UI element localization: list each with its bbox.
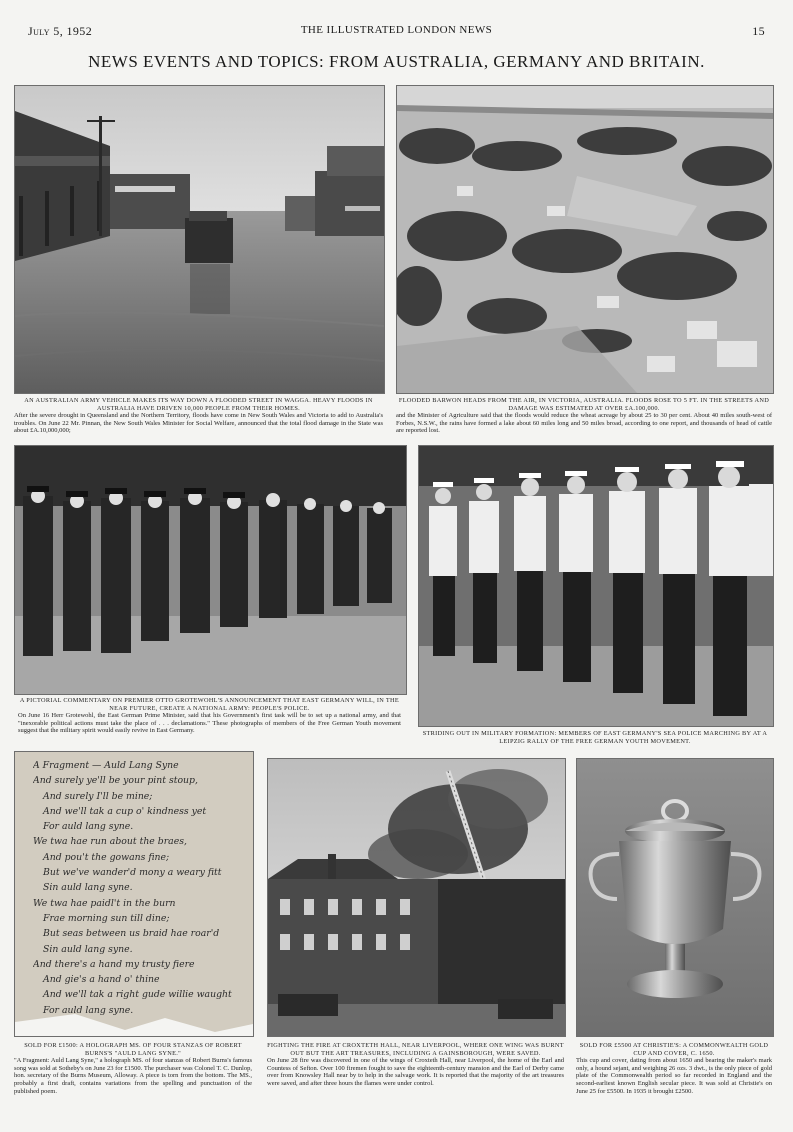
manuscript-line: For auld lang syne. — [43, 1004, 134, 1016]
page-headline: NEWS EVENTS AND TOPICS: FROM AUSTRALIA, GERMANY AND BRITAIN. — [88, 52, 705, 71]
photo-barwon-heads-aerial — [396, 85, 774, 394]
caption-gold-cup-body: This cup and cover, dating from about 1650 and bearing the maker's mark only, a hound sejant, and weighing 26 ozs. 3 dwt., is the only piece of gold plate of the Commonwealth period so far recorded in England and the second-earliest known English secular piece. It was sold at Christie's on June 25 for £5500. In 1935 it brought £2500. — [576, 1057, 772, 1095]
manuscript-line: Sin auld lang syne. — [43, 943, 133, 955]
caption-croxteth-body: On June 28 fire was discovered in one of the wings of Croxteth Hall, near Liverpool, the home of the Earl and Countess of Sefton. Over 100 firemen fought to save the eighteenth-century mansion and the Earl of Derby came over from Knowsley Hall near by to help in the salvage work. It is reported that the majority of the art treasures were saved, and after three hours the flames were under control. — [267, 1057, 564, 1087]
caption-peoples-police — [18, 697, 401, 735]
photo-sea-police-march — [418, 445, 774, 727]
manuscript-line: Sin auld lang syne. — [43, 882, 133, 894]
manuscript-line: We twa hae run about the braes, — [33, 836, 187, 848]
manuscript-line: And surely I'll be mine; — [43, 790, 153, 802]
manuscript-line: For auld lang syne. — [43, 821, 134, 833]
photo-commonwealth-gold-cup — [576, 758, 774, 1037]
caption-burns-heading: SOLD FOR £1500: A HOLOGRAPH MS. OF FOUR STANZAS OF ROBERT BURNS'S "AULD LANG SYNE." — [24, 1042, 242, 1057]
photo-peoples-police-march — [14, 445, 407, 695]
caption-croxteth — [267, 1042, 564, 1088]
caption-gold-cup-heading: SOLD FOR £5500 AT CHRISTIE'S: A COMMONWEALTH GOLD CUP AND COVER, C. 1650. — [579, 1042, 769, 1057]
caption-gold-cup — [576, 1042, 772, 1095]
manuscript-line: We twa hae paidl't in the burn — [33, 897, 176, 909]
caption-peoples-police-heading: A PICTORIAL COMMENTARY ON PREMIER OTTO GROTEWOHL'S ANNOUNCEMENT THAT EAST GERMANY WILL, IN THE NEAR FUTURE, CREATE A NATIONAL ARMY: PEOPLE'S POLICE. — [19, 697, 400, 712]
manuscript-line: But we've wander'd mony a weary fitt — [43, 867, 222, 879]
caption-sea-police — [418, 730, 772, 745]
caption-burns-body: "A Fragment: Auld Lang Syne," a holograph MS. of four stanzas of Robert Burns's famous song was sold at Sotheby's on June 23 for £1500. The purchaser was Colonel T. C. Dunlop, hon. secretary of the Burns Museum, Alloway. A piece is torn from the bottom. The MS., probably a first draft, contains variations from the spelling and punctuation of the published poem. — [14, 1057, 252, 1095]
issue-date: July 5, 1952 — [28, 24, 93, 38]
caption-barwon-body: and the Minister of Agriculture said that the floods would reduce the wheat acreage by about 25 to 30 per cent. About 40 miles south-west of Forbes, N.S.W., the rains have formed a lake about 60 miles long and 50 miles broad, according to one report, and thousands of head of cattle are reported lost. — [396, 412, 772, 435]
manuscript-line: And we'll tak a cup o' kindness yet — [43, 805, 207, 817]
manuscript-line: But seas between us braid hae roar'd — [43, 928, 220, 940]
running-head — [28, 24, 765, 40]
caption-sea-police-heading: STRIDING OUT IN MILITARY FORMATION: MEMBERS OF EAST GERMANY'S SEA POLICE MARCHING BY AT A LEIPZIG RALLY OF THE FREE GERMAN YOUTH MOVEMENT. — [422, 730, 768, 745]
manuscript-line: And there's a hand my trusty fiere — [33, 958, 195, 970]
caption-barwon — [396, 397, 772, 435]
manuscript-line: A Fragment — Auld Lang Syne — [33, 760, 179, 771]
photo-croxteth-hall-fire — [267, 758, 566, 1037]
caption-burns — [14, 1042, 252, 1095]
manuscript-line: Frae morning sun till dine; — [43, 912, 170, 924]
manuscript-line: And pou't the gowans fine; — [43, 851, 170, 863]
caption-wagga-body: After the severe drought in Queensland and the Northern Territory, floods have come in New South Wales and Victoria to add to Australia's troubles. On June 22 Mr. Pinnan, the New South Wales Minister for Social Welfare, announced that the total flood damage in the State was about £A.10,000,000; — [14, 412, 383, 435]
manuscript-line: And we'll tak a right gude willie waught — [43, 989, 232, 1001]
caption-barwon-heading: FLOODED BARWON HEADS FROM THE AIR, IN VICTORIA, AUSTRALIA. FLOODS ROSE TO 5 FT. IN THE STREETS AND DAMAGE WAS ESTIMATED AT OVER £A.100,000. — [398, 397, 770, 412]
page-number: 15 — [752, 24, 765, 38]
caption-wagga — [14, 397, 383, 435]
caption-croxteth-heading: FIGHTING THE FIRE AT CROXTETH HALL, NEAR LIVERPOOL, WHERE ONE WING WAS BURNT OUT BUT THE ART TREASURES, INCLUDING A GAINSBOROUGH, WERE SAVED. — [267, 1042, 564, 1057]
manuscript-line: And surely ye'll be your pint stoup, — [33, 775, 198, 787]
manuscript-line: And gie's a hand o' thine — [43, 974, 160, 986]
publication-title: THE ILLUSTRATED LONDON NEWS — [300, 24, 493, 36]
photo-wagga-flooded-street — [14, 85, 385, 394]
manuscript-text — [33, 758, 245, 1018]
caption-peoples-police-body: On June 16 Herr Grotewohl, the East German Prime Minister, said that his Government's first task will be to set up a national army, and that "inexorable political actions must take the place of . . . declamations." These photographs of members of the Free German Youth movement suggest that the military spirit would easily revive in East Germany. — [18, 712, 401, 735]
photo-burns-manuscript — [14, 751, 254, 1037]
caption-wagga-heading: AN AUSTRALIAN ARMY VEHICLE MAKES ITS WAY DOWN A FLOODED STREET IN WAGGA. HEAVY FLOODS IN AUSTRALIA HAVE DRIVEN 10,000 PEOPLE FROM THEIR HOMES. — [24, 397, 373, 412]
